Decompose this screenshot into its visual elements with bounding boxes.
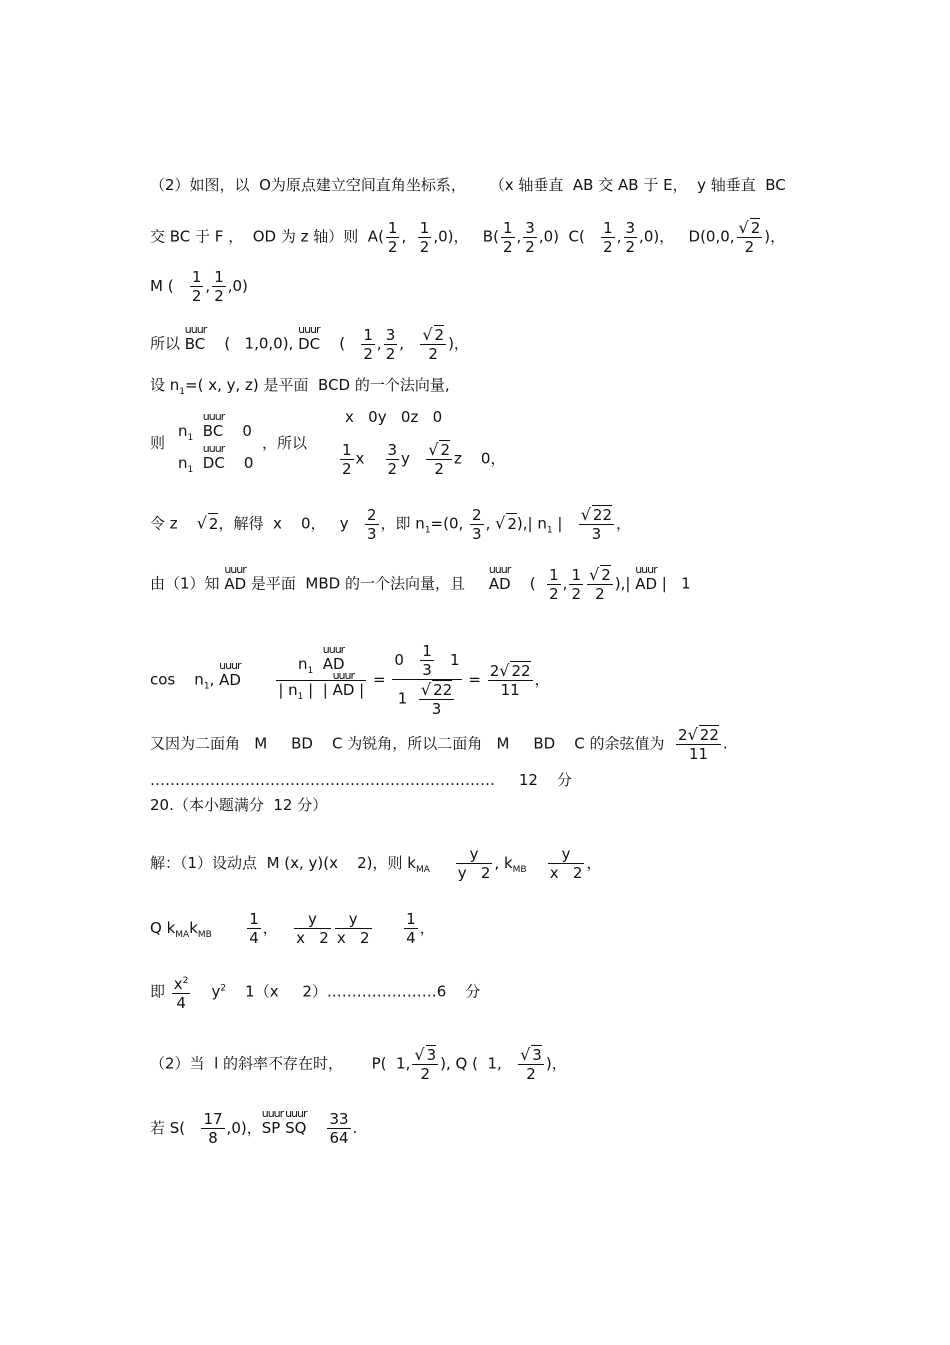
system-right-1: x 0y 0z 0 <box>345 408 443 426</box>
line-ad-normal: 由（1）知 uuur AD 是平面 MBD 的一个法向量，且 uuur AD ( $\frac{1}{2}$ , $\frac{1}{2}$ $\frac{√ 2}{2}$ ),| uuur AD | 1 <box>150 565 691 603</box>
line-system-label: 则 <box>150 434 166 452</box>
line-solve-normal: 令 z √ 2，解得 x 0， y $\frac{2}{3}$ ，即 $n_1=(0$, $\frac{2}{3}$ , √ 2),| $n_1$ | $\frac{√ 22}{3}$ ， <box>150 505 632 543</box>
system-suffix: ，所以 <box>262 434 308 452</box>
line-points: 交 BC 于 F ， OD 为 z 轴）则 A( $\frac{1}{2}$ , $\frac{1}{2}$ ,0)， B( $\frac{1}{2}$ , $\frac{3}{2}$ ,0) C( $\frac{1}{2}$ , $\frac{3}{2}$ ,0)， D(0,0, $\frac{√ 2}{2}$ )， <box>150 218 786 256</box>
line-slopes: 解：（1）设动点 M (x, y)(x 2)，则 $k_{MA}$ $\frac{y}{y 2}$ , $k_{MB}$ $\frac{y}{x 2}$ ， <box>150 845 602 882</box>
line-dihedral: 又因为二面角 M BD C 为锐角，所以二面角 M BD C 的余弦值为 $\frac{2√ 22}{11}$ . <box>150 725 728 763</box>
line-question-20: 20.（本小题满分 12 分） <box>150 796 328 814</box>
line-point-m: M ( $\frac{1}{2}$ , $\frac{1}{2}$ ,0) <box>150 268 248 305</box>
line-s-point: 若 S( $\frac{17}{8}$ ,0)，uuur SP uuur SQ $\frac{33}{64}$ . <box>150 1110 357 1147</box>
line-ellipse: 即 $\frac{x^2}{4}$ $y^2$ 1（x 2）.…………………6 分 <box>150 972 480 1012</box>
line-slope-product: Q $k_{MA}k_{MB}$ $\frac{1}{4}$ ， $\frac{y}{x 2}$ $\frac{y}{x 2}$ $\frac{1}{4}$ ， <box>150 910 435 947</box>
line-cosine: cos $n_1$, uuur AD $\frac{n_1 uuur AD}{| n_1 | | uuur AD |}$ = 0 $\frac{1}{3}$ 1 1 $\frac{√ 22}{3}$ = $\frac{2√ 22}{11}$ ， <box>150 642 550 718</box>
line-coordinate-setup: （2）如图，以 O为原点建立空间直角坐标系， （x 轴垂直 AB 交 AB 于 E， y 轴垂直 BC <box>150 176 786 194</box>
line-vectors: 所以 uuur BC ( 1,0,0), uuur DC ( $\frac{1}{2}$ , $\frac{3}{2}$ , $\frac{√ 2}{2}$ )， <box>150 325 469 363</box>
system-left-1: $n_1$ uuur BC 0 <box>178 420 252 449</box>
line-part2: （2）当 l 的斜率不存在时， P( 1, $\frac{√ 3}{2}$ ), Q ( 1, $\frac{√ 3}{2}$ )， <box>150 1045 567 1083</box>
line-normal-def: 设 $n_1=$( x, y, z) 是平面 BCD 的一个法向量, <box>150 376 450 397</box>
system-right-2: $\frac{1}{2}$ x $\frac{3}{2}$ y $\frac{√ 2}{2}$ z 0， <box>342 440 506 478</box>
system-left-2: $n_1$ uuur DC 0 <box>178 452 253 481</box>
line-score-12: …………………………………………………………… 12 分 <box>150 771 572 789</box>
